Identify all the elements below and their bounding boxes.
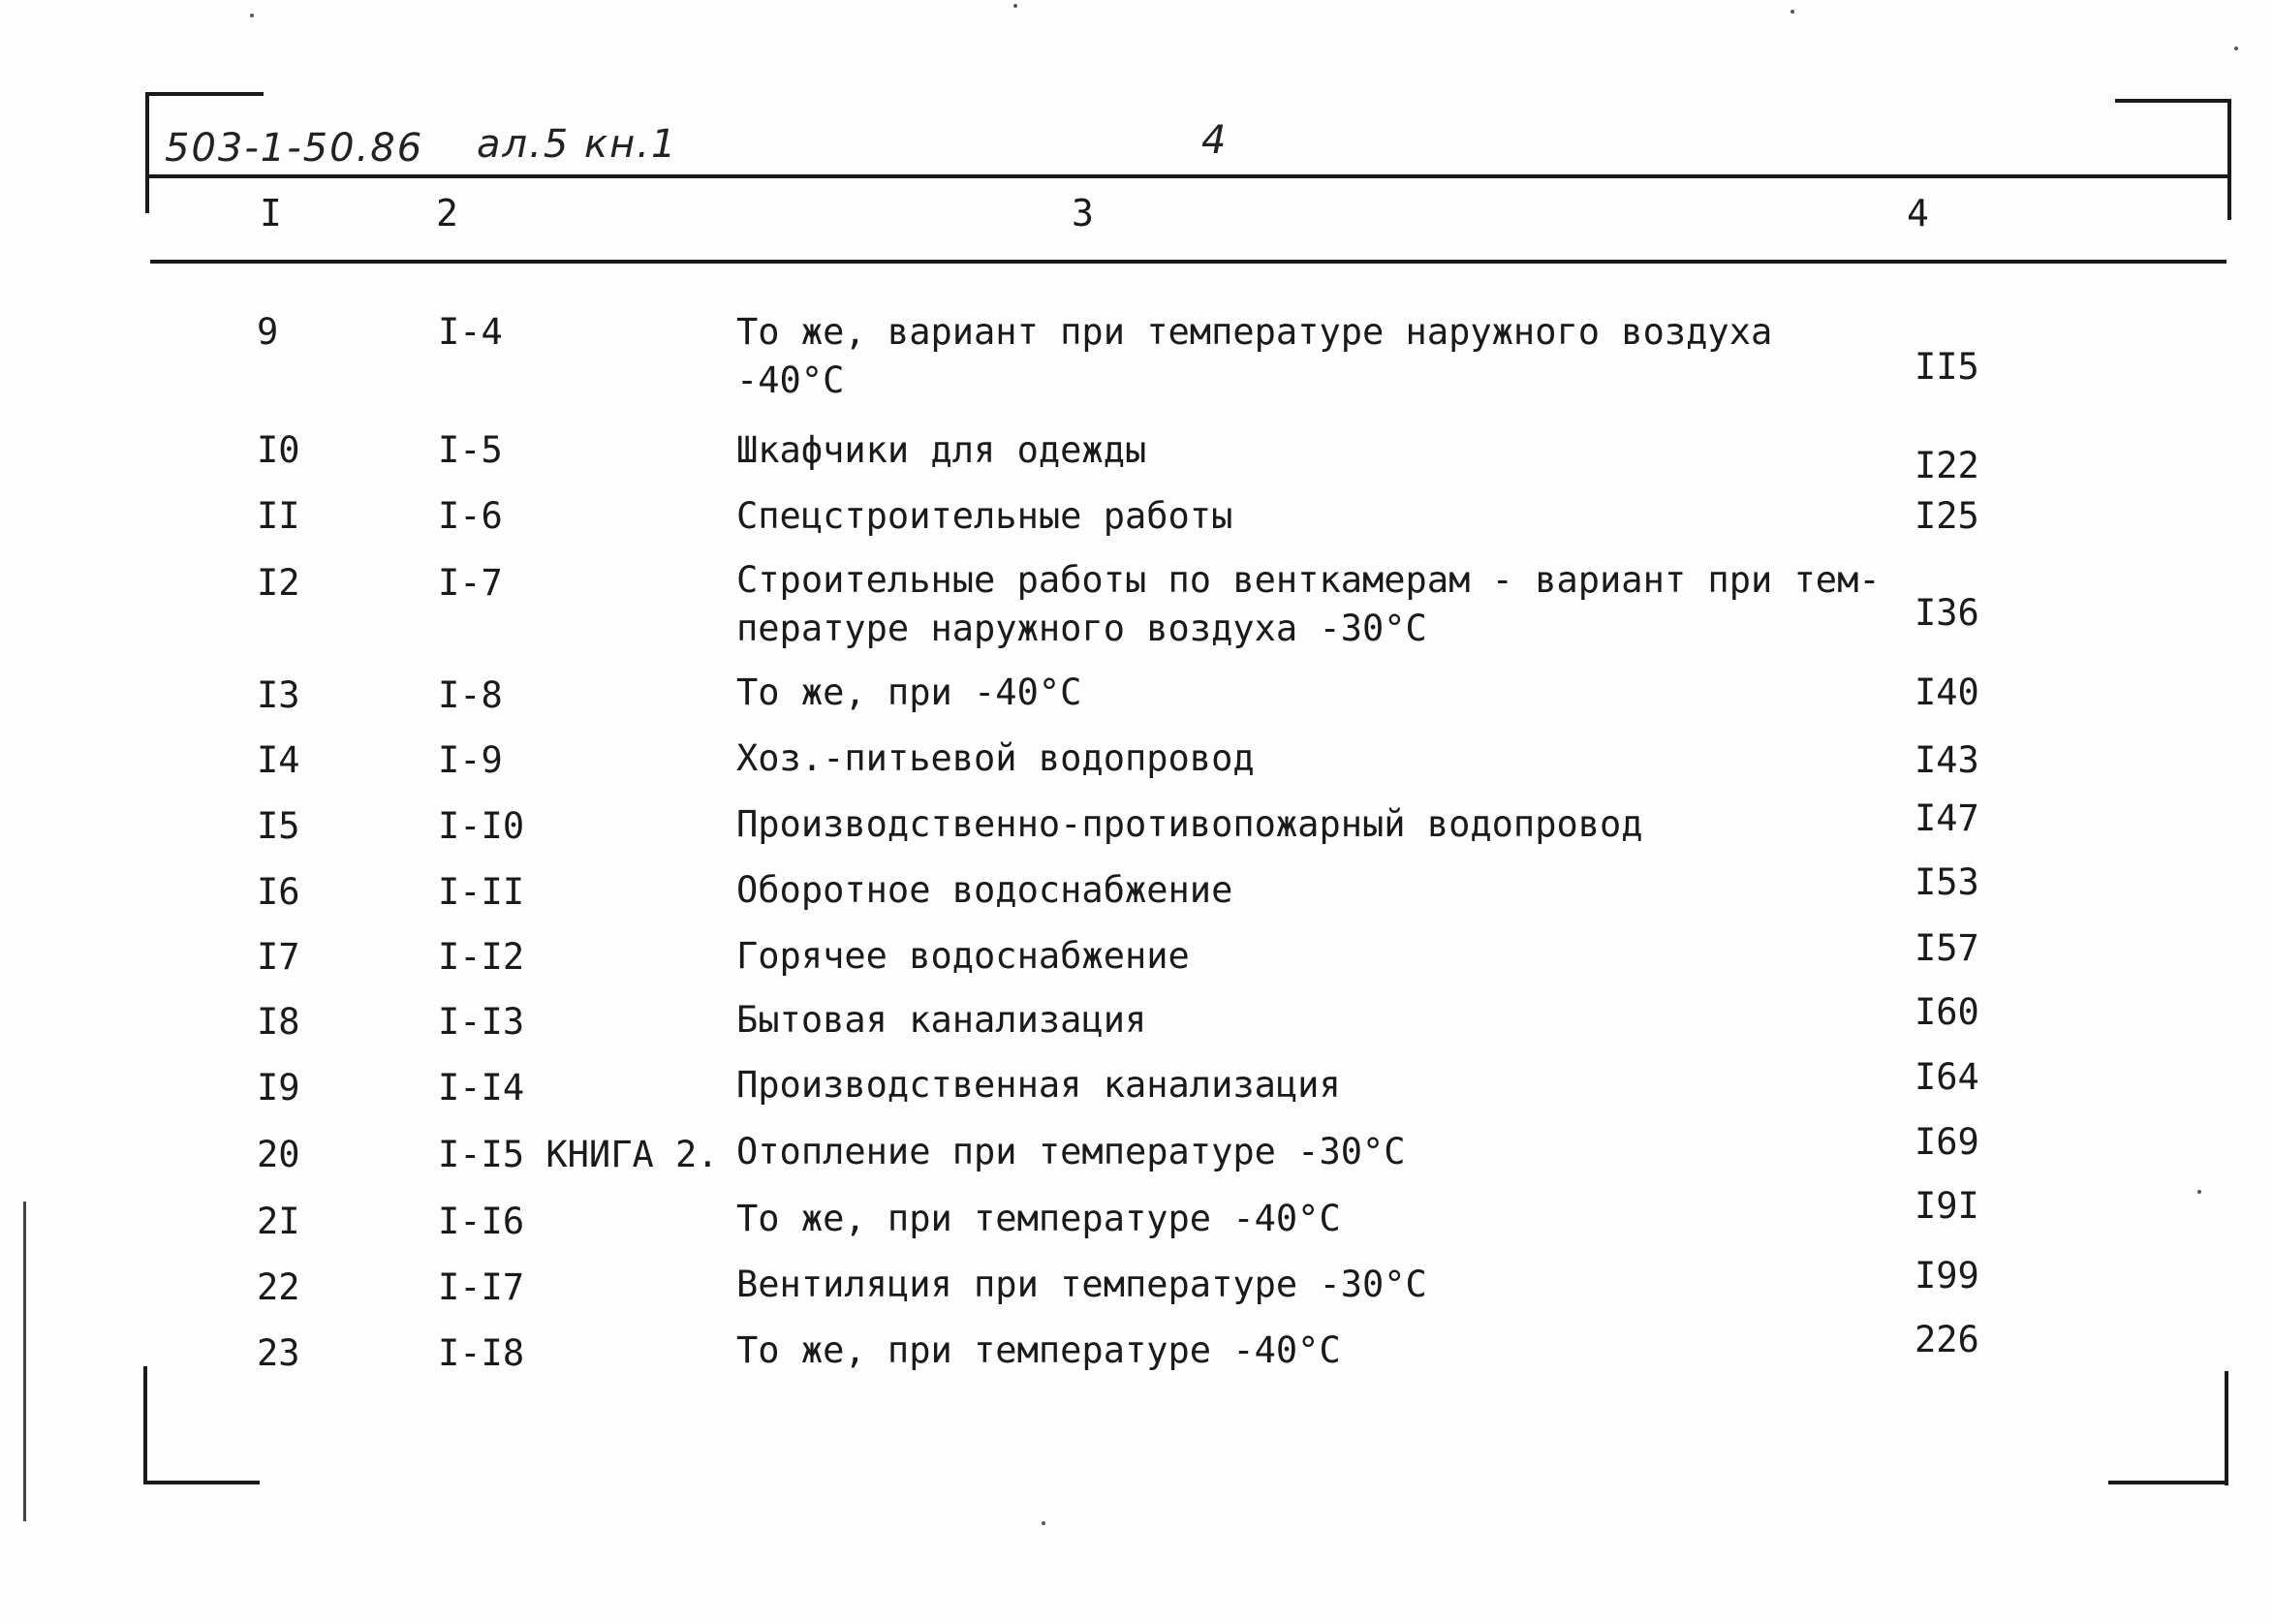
row-sheet: I-9: [438, 739, 503, 781]
row-page: I40: [1915, 671, 1979, 713]
row-number: I3: [257, 674, 300, 716]
row-page: I99: [1915, 1255, 1979, 1296]
row-number: 20: [257, 1134, 300, 1175]
row-sheet: I-4: [438, 311, 503, 353]
row-sheet: I-I4: [438, 1067, 525, 1109]
row-number: 2I: [257, 1201, 300, 1242]
row-title-continued: -40°C: [736, 359, 845, 401]
page-number: 4: [1201, 118, 1229, 163]
column-header-3: 3: [1072, 192, 1094, 234]
row-number: I8: [257, 1001, 300, 1043]
row-sheet: I-5: [438, 429, 503, 471]
row-page: I43: [1915, 739, 1979, 781]
row-title-continued: пературе наружного воздуха -30°C: [736, 608, 1427, 649]
column-header-1: I: [260, 192, 282, 234]
row-sheet: I-I0: [438, 805, 525, 847]
row-number: I4: [257, 739, 300, 781]
row-number: I6: [257, 871, 300, 913]
column-header-4: 4: [1907, 192, 1929, 234]
row-sheet: I-I7: [438, 1266, 525, 1308]
row-title: То же, при -40°C: [736, 671, 1082, 713]
row-page: I47: [1915, 797, 1979, 839]
row-title: Оборотное водоснабжение: [736, 869, 1233, 911]
row-sheet: I-6: [438, 495, 503, 537]
row-sheet: I-I6: [438, 1201, 525, 1242]
row-sheet: I-II: [438, 871, 525, 913]
row-page: I57: [1915, 927, 1979, 969]
row-page: I25: [1915, 495, 1979, 537]
row-page: 226: [1915, 1319, 1979, 1360]
album-book-label: ал.5 кн.1: [477, 122, 678, 167]
column-header-2: 2: [436, 192, 458, 234]
row-number: I7: [257, 936, 300, 978]
row-title: Спецстроительные работы: [736, 495, 1233, 537]
row-page: I53: [1915, 861, 1979, 903]
row-title: То же, при температуре -40°C: [736, 1329, 1341, 1371]
row-page: II5: [1915, 346, 1979, 388]
row-page: I60: [1915, 991, 1979, 1033]
row-number: I2: [257, 562, 300, 604]
row-number: 23: [257, 1332, 300, 1374]
row-sheet: I-I8: [438, 1332, 525, 1374]
row-title: Вентиляция при температуре -30°C: [736, 1264, 1427, 1305]
row-title: То же, при температуре -40°C: [736, 1198, 1341, 1239]
row-number: 22: [257, 1266, 300, 1308]
document-code: 503-1-50.86: [165, 126, 424, 171]
row-sheet: I-I5 КНИГА 2.: [438, 1134, 719, 1175]
row-title: Бытовая канализация: [736, 999, 1147, 1041]
row-page: I69: [1915, 1121, 1979, 1163]
row-title: Шкафчики для одежды: [736, 429, 1147, 471]
row-title: Производственно-противопожарный водопровод: [736, 803, 1643, 845]
row-sheet: I-I3: [438, 1001, 525, 1043]
row-number: I0: [257, 429, 300, 471]
row-title: Отопление при температуре -30°C: [736, 1131, 1406, 1172]
row-title: То же, вариант при температуре наружного воздуха: [736, 311, 1773, 353]
row-title: Горячее водоснабжение: [736, 935, 1190, 977]
row-page: I22: [1915, 445, 1979, 486]
row-sheet: I-I2: [438, 936, 525, 978]
row-sheet: I-7: [438, 562, 503, 604]
row-number: II: [257, 495, 300, 537]
row-sheet: I-8: [438, 674, 503, 716]
row-number: 9: [257, 311, 279, 353]
row-number: I5: [257, 805, 300, 847]
row-title: Хоз.-питьевой водопровод: [736, 737, 1255, 779]
row-page: I64: [1915, 1056, 1979, 1098]
row-number: I9: [257, 1067, 300, 1109]
row-page: I36: [1915, 592, 1979, 634]
row-title: Строительные работы по венткамерам - вариант при тем-: [736, 559, 1881, 601]
row-title: Производственная канализация: [736, 1064, 1341, 1106]
row-page: I9I: [1915, 1185, 1979, 1227]
